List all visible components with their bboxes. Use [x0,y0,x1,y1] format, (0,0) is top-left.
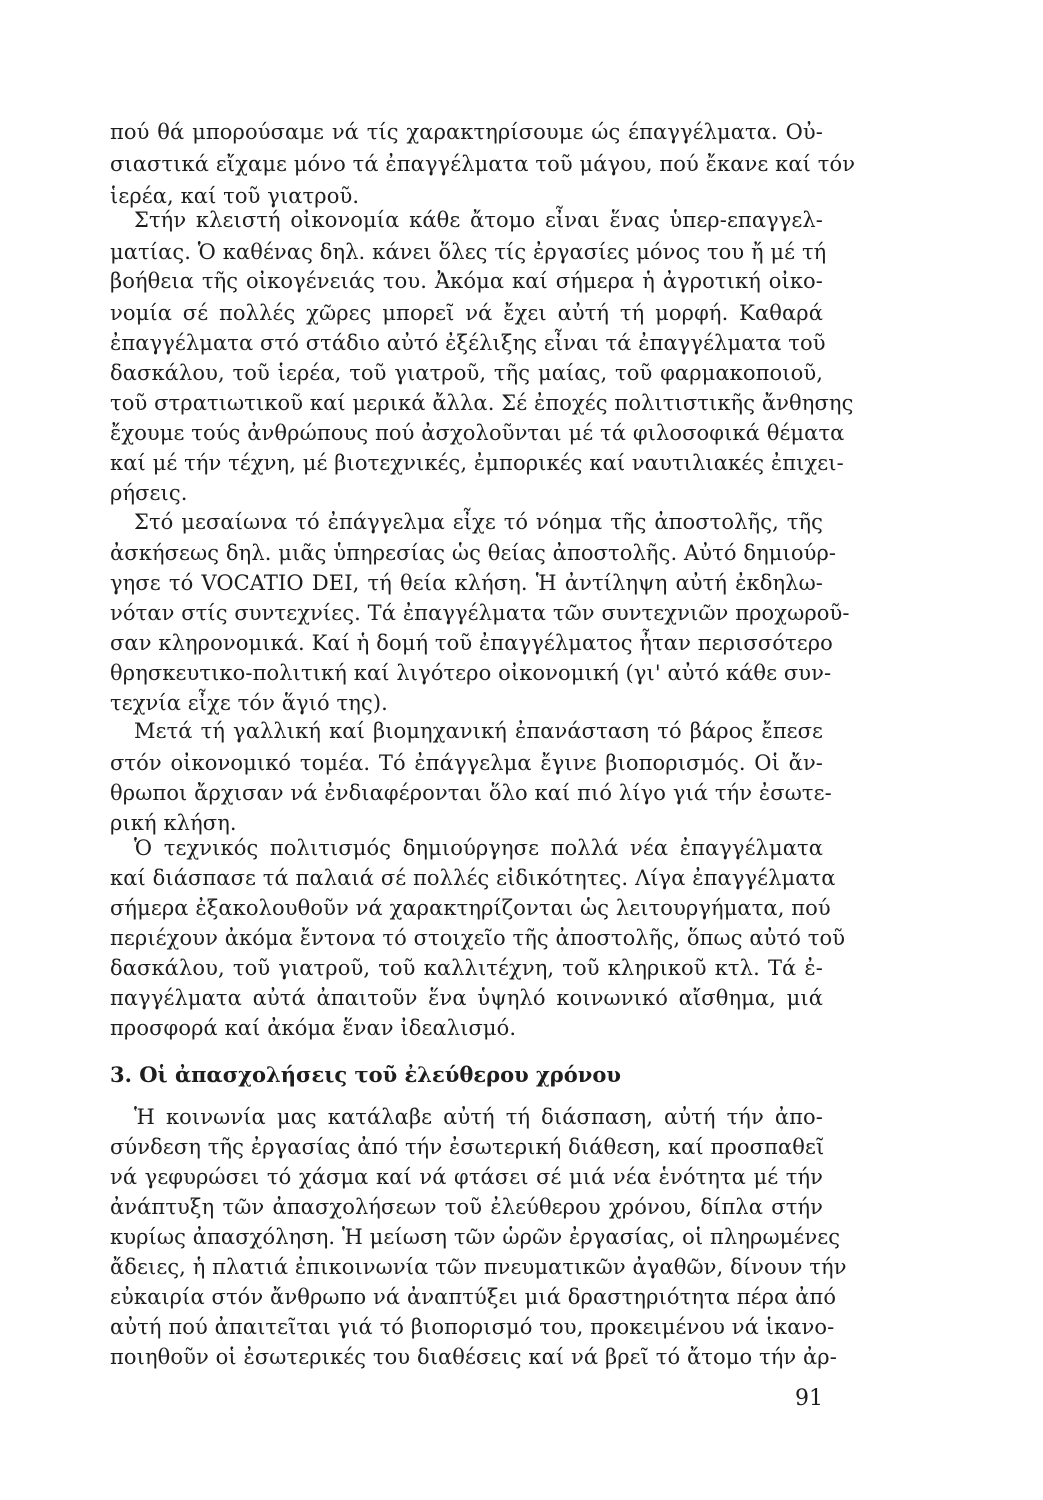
text-line: δασκάλου, τοῦ ἱερέα, τοῦ γιατροῦ, τῆς μαίας, τοῦ φαρμακοποιοῦ, [110,361,823,385]
text-line: βοήθεια τῆς οἰκογένειάς του. Ἀκόμα καί σήμερα ἡ ἀγροτική οἰκο- [110,269,823,293]
text-line: ρήσεις. [110,481,188,505]
text-line: σύνδεση τῆς ἐργασίας ἀπό τήν ἐσωτερική διάθεση, καί προσπαθεῖ [110,1135,825,1159]
text-line: τοῦ στρατιωτικοῦ καί μερικά ἄλλα. Σέ ἐποχές πολιτιστικῆς ἄνθησης [110,391,854,415]
text-line: ματίας. Ὁ καθένας δηλ. κάνει ὅλες τίς ἐργασίες μόνος του ἤ μέ τή [110,240,827,264]
text-line: στόν οἰκονομικό τομέα. Τό ἐπάγγελμα ἔγινε βιοπορισμός. Οἱ ἄν- [110,751,823,775]
text-line: κυρίως ἀπασχόληση. Ἡ μείωση τῶν ὡρῶν ἐργασίας, οἱ πληρωμένες [110,1225,841,1249]
text-line: αὐτή πού ἀπαιτεῖται γιά τό βιοπορισμό του, προκειμένου νά ἱκανο- [110,1315,835,1339]
text-line: περιέχουν ἀκόμα ἔντονα τό στοιχεῖο τῆς ἀποστολῆς, ὅπως αὐτό τοῦ [110,926,846,950]
section-heading: 3. Οἱ ἀπασχολήσεις τοῦ ἐλεύθερου χρόνου [110,1062,621,1087]
text-line: ἄδειες, ἡ πλατιά ἐπικοινωνία τῶν πνευματικῶν ἀγαθῶν, δίνουν τήν [110,1255,847,1279]
page-number: 91 [795,1386,823,1411]
text-line: σιαστικά εἴχαμε μόνο τά ἐπαγγέλματα τοῦ μάγου, πού ἔκανε καί τόν [110,152,856,176]
text-line: ρική κλήση. [110,811,237,835]
text-line: Στήν κλειστή οἰκονομία κάθε ἄτομο εἶναι ἕνας ὑπερ-επαγγελ- [134,208,823,232]
text-line: ποιηθοῦν οἱ ἐσωτερικές του διαθέσεις καί νά βρεῖ τό ἄτομο τήν ἀρ- [110,1345,837,1369]
text-line: ἱερέα, καί τοῦ γιατροῦ. [110,184,360,208]
text-line: δασκάλου, τοῦ γιατροῦ, τοῦ καλλιτέχνη, τοῦ κληρικοῦ κτλ. Τά ἐ- [110,956,823,980]
text-line: γησε τό VOCATIO DEI, τή θεία κλήση. Ἡ ἀντίληψη αὐτή ἐκδηλω- [110,571,823,595]
text-line: εὐκαιρία στόν ἄνθρωπο νά ἀναπτύξει μιά δραστηριότητα πέρα ἀπό [110,1285,837,1309]
text-line: θρησκευτικο-πολιτική καί λιγότερο οἰκονομική (γι' αὐτό κάθε συν- [110,661,832,685]
text-line: νομία σέ πολλές χῶρες μπορεῖ νά ἔχει αὐτή τή μορφή. Καθαρά [110,301,823,325]
text-line: ἐπαγγέλματα στό στάδιο αὐτό ἐξέλιξης εἶναι τά ἐπαγγέλματα τοῦ [110,331,826,355]
text-line: ἀσκήσεως δηλ. μιᾶς ὑπηρεσίας ὡς θείας ἀποστολῆς. Αὐτό δημιούρ- [110,541,837,565]
text-line: καί διάσπασε τά παλαιά σέ πολλές εἰδικότητες. Λίγα ἐπαγγέλματα [110,866,836,890]
text-line: νόταν στίς συντεχνίες. Τά ἐπαγγέλματα τῶν συντεχνιῶν προχωροῦ- [110,601,850,625]
text-line: Ὁ τεχνικός πολιτισμός δημιούργησε πολλά νέα ἐπαγγέλματα [134,836,823,860]
text-line: θρωποι ἄρχισαν νά ἐνδιαφέρονται ὅλο καί πιό λίγο γιά τήν ἐσωτε- [110,781,832,805]
text-line: Στό μεσαίωνα τό ἐπάγγελμα εἶχε τό νόημα τῆς ἀποστολῆς, τῆς [134,510,823,534]
text-line: ἀνάπτυξη τῶν ἀπασχολήσεων τοῦ ἐλεύθερου χρόνου, δίπλα στήν [110,1195,823,1219]
text-line: νά γεφυρώσει τό χάσμα καί νά φτάσει σέ μιά νέα ἑνότητα μέ τήν [110,1165,823,1189]
text-line: Ἡ κοινωνία μας κατάλαβε αὐτή τή διάσπαση, αὐτή τήν ἀπο- [134,1105,823,1129]
text-line: παγγέλματα αὐτά ἀπαιτοῦν ἕνα ὑψηλό κοινωνικό αἴσθημα, μιά [110,986,823,1010]
text-line: σαν κληρονομικά. Καί ἡ δομή τοῦ ἐπαγγέλματος ἦταν περισσότερο [110,631,833,655]
text-line: τεχνία εἶχε τόν ἅγιό της). [110,691,388,715]
text-line: προσφορά καί ἀκόμα ἕναν ἰδεαλισμό. [110,1016,517,1040]
text-line: πού θά μπορούσαμε νά τίς χαρακτηρίσουμε ώς έπαγγέλματα. Οὐ- [110,120,823,144]
text-line: Μετά τή γαλλική καί βιομηχανική ἐπανάσταση τό βάρος ἔπεσε [134,719,823,743]
text-line: σήμερα ἐξακολουθοῦν νά χαρακτηρίζονται ὡς λειτουργήματα, πού [110,896,831,920]
text-line: ἔχουμε τούς ἀνθρώπους πού ἀσχολοῦνται μέ τά φιλοσοφικά θέματα [110,421,845,445]
text-line: καί μέ τήν τέχνη, μέ βιοτεχνικές, ἐμπορικές καί ναυτιλιακές ἐπιχει- [110,451,844,475]
